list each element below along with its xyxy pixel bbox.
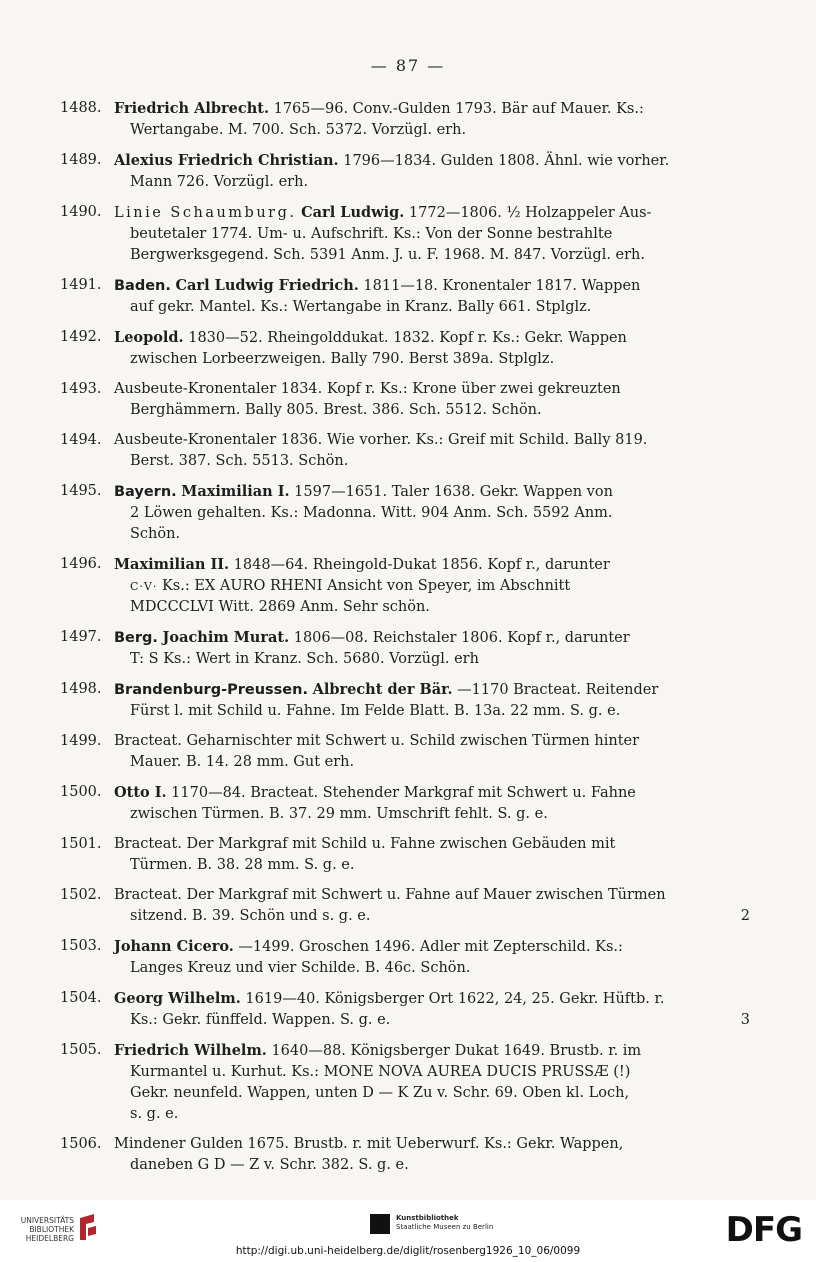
- entry-line-text: zwischen Lorbeerzweigen. Bally 790. Berst 389a. Stplglz.: [130, 351, 555, 367]
- catalog-entry: [60, 275, 750, 318]
- university-library-logo[interactable]: UNIVERSITÄTS BIBLIOTHEK HEIDELBERG: [20, 1216, 74, 1243]
- footer-bar: [0, 1200, 816, 1262]
- entry-line-text: Berst. 387. Sch. 5513. Schön.: [130, 453, 349, 469]
- heidelberg-logo-icon: [76, 1212, 100, 1242]
- entry-text: [114, 98, 750, 141]
- entry-line-1: Bracteat. Der Markgraf mit Schild u. Fahne zwischen Gebäuden mit: [114, 836, 616, 852]
- entry-first-line: [114, 887, 666, 903]
- entry-first-line: [114, 330, 627, 346]
- entry-line-text: sitzend. B. 39. Schön und s. g. e.: [130, 908, 371, 924]
- entry-line-1: 1806—08. Reichstaler 1806. Kopf r., darunter: [289, 630, 630, 646]
- entry-line-2: [114, 855, 750, 876]
- catalog-entry: [60, 202, 750, 266]
- entry-number: 1490.: [60, 204, 102, 220]
- entry-ruler-name: Maximilian I.: [181, 483, 290, 500]
- catalog-entry: [60, 327, 750, 370]
- entry-line-1: 1765—96. Conv.-Gulden 1793. Bär auf Mauer. Ks.:: [269, 101, 644, 117]
- entry-ruler-name: Otto I.: [114, 784, 167, 801]
- catalog-entry: [60, 679, 750, 722]
- entry-line-1: 1811—18. Kronentaler 1817. Wappen: [358, 278, 641, 294]
- mint-mark: C·V·: [130, 580, 158, 593]
- entry-line-2: [114, 804, 750, 825]
- catalog-entry: [60, 782, 750, 825]
- entry-line-2: [114, 224, 750, 245]
- entry-line-2: [114, 1062, 750, 1083]
- entry-number: 1502.: [60, 887, 102, 903]
- entry-number: 1494.: [60, 432, 102, 448]
- entry-line-text: Berghämmern. Bally 805. Brest. 386. Sch. 5512. Schön.: [130, 402, 542, 418]
- entry-first-line: [114, 101, 644, 117]
- entry-line-2: [114, 120, 750, 141]
- entry-line-1: 1170—84. Bracteat. Stehender Markgraf mit Schwert u. Fahne: [166, 785, 636, 801]
- entry-first-line: [114, 733, 639, 749]
- entry-first-line: [114, 205, 651, 221]
- entry-text: [114, 885, 750, 927]
- entry-region-heading: Brandenburg-Preussen.: [114, 682, 308, 698]
- entry-line-text: Langes Kreuz und vier Schilde. B. 46c. Schön.: [130, 960, 471, 976]
- entry-line-text: MDCCCLVI Witt. 2869 Anm. Sehr schön.: [130, 599, 430, 615]
- entry-first-line: [114, 432, 647, 448]
- catalog-entry: [60, 150, 750, 193]
- entry-line-2: [114, 958, 750, 979]
- catalog-entry: [60, 1134, 750, 1176]
- entry-line-3: [114, 524, 750, 545]
- permalink-url[interactable]: http://digi.ub.uni-heidelberg.de/diglit/rosenberg1926_10_06/0099: [235, 1245, 581, 1257]
- entry-line-text: T: S Ks.: Wert in Kranz. Sch. 5680. Vorzügl. erh: [130, 651, 479, 667]
- entry-text: [114, 150, 750, 193]
- entry-text: [114, 936, 750, 979]
- entry-line-2: [114, 576, 750, 597]
- entry-number: 1503.: [60, 938, 102, 954]
- entry-line-1: 1772—1806. ½ Holzappeler Aus-: [404, 205, 652, 221]
- entry-ruler-name: Johann Cicero.: [114, 938, 234, 955]
- entry-number: 1499.: [60, 733, 102, 749]
- catalog-entry: [60, 481, 750, 545]
- entry-first-line: [114, 278, 640, 294]
- catalog-entry: [60, 379, 750, 421]
- entry-line-text: Türmen. B. 38. 28 mm. S. g. e.: [130, 857, 355, 873]
- entry-line-text: Kurmantel u. Kurhut. Ks.: MONE NOVA AUREA DUCIS PRUSSÆ (!): [130, 1064, 631, 1080]
- entry-number: 1492.: [60, 329, 102, 345]
- entry-region-heading: Bayern.: [114, 484, 177, 500]
- entry-text: [114, 988, 750, 1031]
- entry-ruler-name: Joachim Murat.: [162, 629, 290, 646]
- entry-number: 1501.: [60, 836, 102, 852]
- entry-ruler-name: Maximilian II.: [114, 556, 230, 573]
- entry-line-text: zwischen Türmen. B. 37. 29 mm. Umschrift fehlt. S. g. e.: [130, 806, 548, 822]
- entry-line-text: Fürst l. mit Schild u. Fahne. Im Felde Blatt. B. 13a. 22 mm. S. g. e.: [130, 703, 621, 719]
- entry-number: 1495.: [60, 483, 102, 499]
- entry-line-text: daneben G D — Z v. Schr. 382. S. g. e.: [130, 1157, 409, 1173]
- entry-first-line: [114, 153, 669, 169]
- entry-number: 1498.: [60, 681, 102, 697]
- entry-text: [114, 1134, 750, 1176]
- entry-first-line: [114, 1136, 623, 1152]
- entry-ruler-name: Albrecht der Bär.: [312, 681, 453, 698]
- entry-line-text: auf gekr. Mantel. Ks.: Wertangabe in Kranz. Bally 661. Stplglz.: [130, 299, 592, 315]
- entry-line-text: Mann 726. Vorzügl. erh.: [130, 174, 309, 190]
- entry-line-3: [114, 245, 750, 266]
- catalog-entry: [60, 731, 750, 773]
- entry-text: [114, 731, 750, 773]
- entry-text: [114, 202, 750, 266]
- entry-first-line: [114, 1043, 641, 1059]
- entry-line-text: Wertangabe. M. 700. Sch. 5372. Vorzügl. erh.: [130, 122, 467, 138]
- entry-text: [114, 627, 750, 670]
- entry-line-2: [114, 297, 750, 318]
- entry-line-3: [114, 597, 750, 618]
- entry-text: [114, 554, 750, 618]
- entry-line-4: [114, 1104, 750, 1125]
- entry-number: 1504.: [60, 990, 102, 1006]
- entry-ruler-name: Friedrich Albrecht.: [114, 100, 269, 117]
- kunstbibliothek-logo[interactable]: Kunstbibliothek Staatliche Museen zu Berlin: [370, 1214, 493, 1232]
- entry-line-text: Schön.: [130, 526, 181, 542]
- catalog-entry: [60, 936, 750, 979]
- entry-ruler-name: Carl Ludwig Friedrich.: [175, 277, 359, 294]
- entry-text: [114, 481, 750, 545]
- entry-line-1: 1597—1651. Taler 1638. Gekr. Wappen von: [289, 484, 613, 500]
- entry-ruler-name: Leopold.: [114, 329, 184, 346]
- entry-region-heading: Berg.: [114, 630, 158, 646]
- entry-text: [114, 834, 750, 876]
- entry-line-1: 1796—1834. Gulden 1808. Ähnl. wie vorher.: [338, 153, 670, 169]
- entry-line-2: [114, 503, 750, 524]
- entry-first-line: [114, 381, 621, 397]
- entry-line-text: Gekr. neunfeld. Wappen, unten D — K Zu v. Schr. 69. Oben kl. Loch,: [130, 1085, 630, 1101]
- entry-text: [114, 1040, 750, 1125]
- catalog-entry: [60, 988, 750, 1031]
- entry-line-2: [114, 701, 750, 722]
- entry-line-text: Bergwerksgegend. Sch. 5391 Anm. J. u. F. 1968. M. 847. Vorzügl. erh.: [130, 247, 646, 263]
- entry-first-line: [114, 557, 610, 573]
- entry-number: 1497.: [60, 629, 102, 645]
- entry-line-2: [114, 752, 750, 773]
- catalog-entry: [60, 834, 750, 876]
- entry-ruler-name: Carl Ludwig.: [301, 204, 405, 221]
- entry-text: [114, 275, 750, 318]
- entry-line-1: —1499. Groschen 1496. Adler mit Zepterschild. Ks.:: [233, 939, 623, 955]
- catalog-entry: [60, 98, 750, 141]
- entry-first-line: [114, 484, 613, 500]
- entry-line-text: Mauer. B. 14. 28 mm. Gut erh.: [130, 754, 355, 770]
- entry-number: 1493.: [60, 381, 102, 397]
- entry-line-1: 1640—88. Königsberger Dukat 1649. Brustb. r. im: [266, 1043, 642, 1059]
- entry-number: 1500.: [60, 784, 102, 800]
- entry-text: [114, 430, 750, 472]
- entry-line-prefix: Linie Schaumburg.: [114, 205, 297, 221]
- entry-line-1: 1848—64. Rheingold-Dukat 1856. Kopf r., darunter: [229, 557, 610, 573]
- catalog-entry: [60, 627, 750, 670]
- entry-first-line: [114, 991, 664, 1007]
- entry-line-text: Ks.: Gekr. fünffeld. Wappen. S. g. e.: [130, 1012, 391, 1028]
- entry-line-2: [114, 451, 750, 472]
- entry-line-2: [114, 906, 750, 927]
- entry-line-2: [114, 1010, 750, 1031]
- dfg-logo[interactable]: DFG: [725, 1210, 802, 1250]
- entry-first-line: [114, 682, 658, 698]
- entry-line-1: Mindener Gulden 1675. Brustb. r. mit Ueberwurf. Ks.: Gekr. Wappen,: [114, 1136, 624, 1152]
- margin-number: 2: [740, 908, 750, 924]
- entry-line-1: Bracteat. Geharnischter mit Schwert u. Schild zwischen Türmen hinter: [114, 733, 640, 749]
- entry-line-text: 2 Löwen gehalten. Ks.: Madonna. Witt. 904 Anm. Sch. 5592 Anm.: [130, 505, 613, 521]
- catalog-entry: [60, 885, 750, 927]
- entry-first-line: [114, 630, 630, 646]
- kunstbibliothek-mark-icon: [370, 1214, 390, 1234]
- entry-line-2: [114, 349, 750, 370]
- entry-ruler-name: Alexius Friedrich Christian.: [114, 152, 339, 169]
- entry-text: [114, 679, 750, 722]
- entry-number: 1488.: [60, 100, 102, 116]
- entry-line-text: Ks.: EX AURO RHENI Ansicht von Speyer, im Abschnitt: [157, 578, 571, 594]
- entry-line-1: Ausbeute-Kronentaler 1836. Wie vorher. Ks.: Greif mit Schild. Bally 819.: [114, 432, 648, 448]
- entry-text: [114, 327, 750, 370]
- entry-ruler-name: Georg Wilhelm.: [114, 990, 241, 1007]
- entry-line-text: beutetaler 1774. Um- u. Aufschrift. Ks.: Von der Sonne bestrahlte: [130, 226, 613, 242]
- margin-number: 3: [740, 1012, 750, 1028]
- entry-line-1: Ausbeute-Kronentaler 1834. Kopf r. Ks.: Krone über zwei gekreuzten: [114, 381, 621, 397]
- entry-number: 1491.: [60, 277, 102, 293]
- entry-line-2: [114, 1155, 750, 1176]
- entry-line-1: 1830—52. Rheingolddukat. 1832. Kopf r. Ks.: Gekr. Wappen: [183, 330, 627, 346]
- entry-line-2: [114, 400, 750, 421]
- catalog-entry: [60, 1040, 750, 1125]
- entry-first-line: [114, 785, 636, 801]
- catalog-entries: [60, 98, 750, 1185]
- entry-line-text: s. g. e.: [130, 1106, 179, 1122]
- entry-region-heading: Baden.: [114, 278, 171, 294]
- entry-line-1: Bracteat. Der Markgraf mit Schwert u. Fahne auf Mauer zwischen Türmen: [114, 887, 666, 903]
- entry-number: 1505.: [60, 1042, 102, 1058]
- entry-line-3: [114, 1083, 750, 1104]
- entry-text: [114, 782, 750, 825]
- entry-first-line: [114, 836, 615, 852]
- entry-number: 1489.: [60, 152, 102, 168]
- catalog-entry: [60, 554, 750, 618]
- entry-line-2: [114, 172, 750, 193]
- entry-text: [114, 379, 750, 421]
- entry-line-2: [114, 649, 750, 670]
- entry-number: 1496.: [60, 556, 102, 572]
- page-number: — 87 —: [370, 56, 446, 75]
- catalog-entry: [60, 430, 750, 472]
- entry-ruler-name: Friedrich Wilhelm.: [114, 1042, 267, 1059]
- entry-line-1: 1619—40. Königsberger Ort 1622, 24, 25. Gekr. Hüftb. r.: [240, 991, 665, 1007]
- entry-first-line: [114, 939, 623, 955]
- entry-number: 1506.: [60, 1136, 102, 1152]
- entry-line-1: —1170 Bracteat. Reitender: [452, 682, 659, 698]
